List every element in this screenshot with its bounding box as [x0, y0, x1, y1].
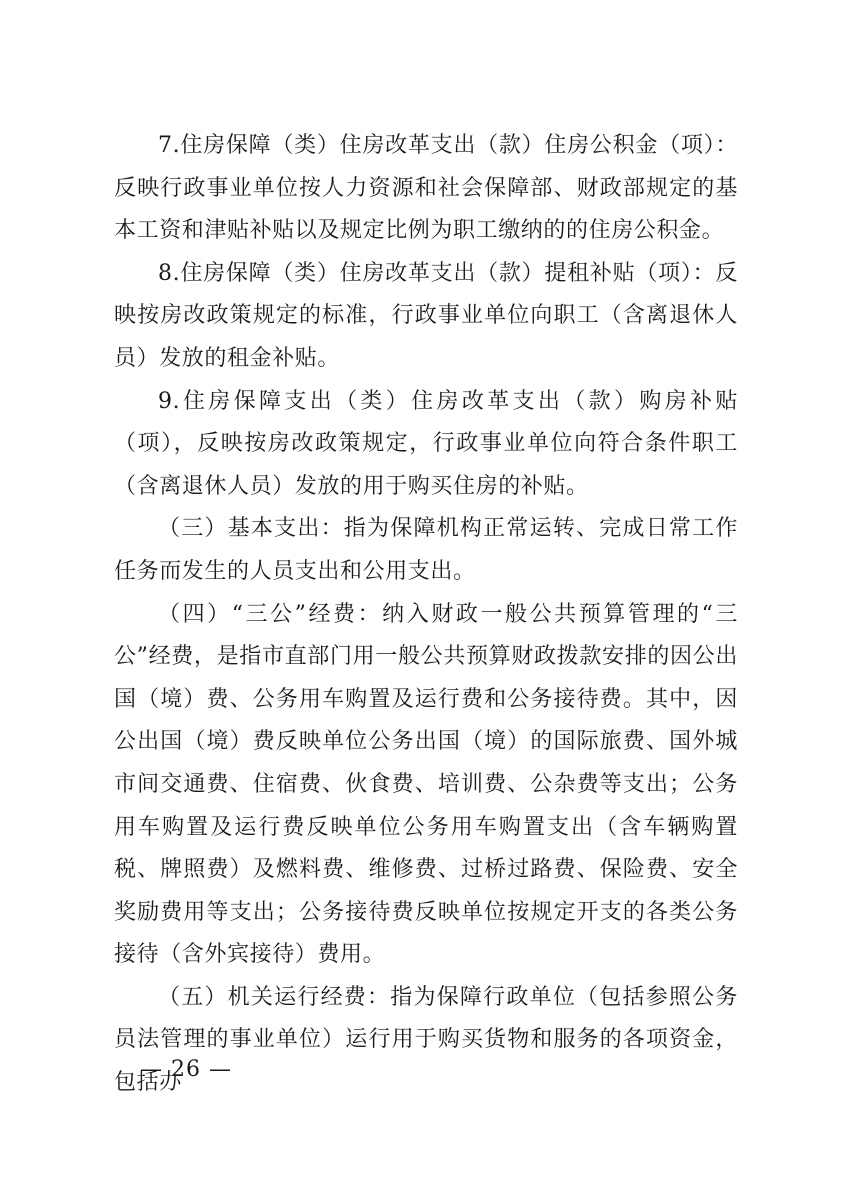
paragraph-operating-expenses: （五）机关运行经费：指为保障行政单位（包括参照公务员法管理的事业单位）运行用于购买货物和服务的各项资金，包括办 — [114, 984, 738, 1096]
body-text — [114, 125, 738, 1105]
paragraph-item-8-rent-subsidy: 8.住房保障（类）住房改革支出（款）提租补贴（项）：反映按房改政策规定的标准，行政事业单位向职工（含离退休人员）发放的租金补贴。 — [114, 260, 738, 371]
paragraph-item-7-housing-fund: 7.住房保障（类）住房改革支出（款）住房公积金（项）：反映行政事业单位按人力资源和社会保障部、财政部规定的基本工资和津贴补贴以及规定比例为职工缴纳的的住房公积金。 — [114, 133, 738, 244]
paragraph-basic-expenditure: （三）基本支出：指为保障机构正常运转、完成日常工作任务而发生的人员支出和公用支出。 — [114, 516, 738, 584]
page-number: — 26 — — [140, 1057, 232, 1082]
paragraph-three-public-expenses: （四）“三公”经费：纳入财政一般公共预算管理的“三公”经费，是指市直部门用一般公共预算财政拨款安排的因公出国（境）费、公务用车购置及运行费和公务接待费。其中，因公出国（境）费反映单位公务出国（境）的国际旅费、国外城市间交通费、住宿费、伙食费、培训费、公杂费等支出；公务用车购置及运行费反映单位公务用车购置支出（含车辆购置税、牌照费）及燃料费、维修费、过桥过路费、保险费、安全奖励费用等支出；公务接待费反映单位按规定开支的各类公务接待（含外宾接待）费用。 — [114, 601, 738, 968]
paragraph-item-9-purchase-subsidy: 9.住房保障支出（类）住房改革支出（款）购房补贴（项），反映按房改政策规定，行政事业单位向符合条件职工（含离退休人员）发放的用于购买住房的补贴。 — [114, 388, 738, 499]
